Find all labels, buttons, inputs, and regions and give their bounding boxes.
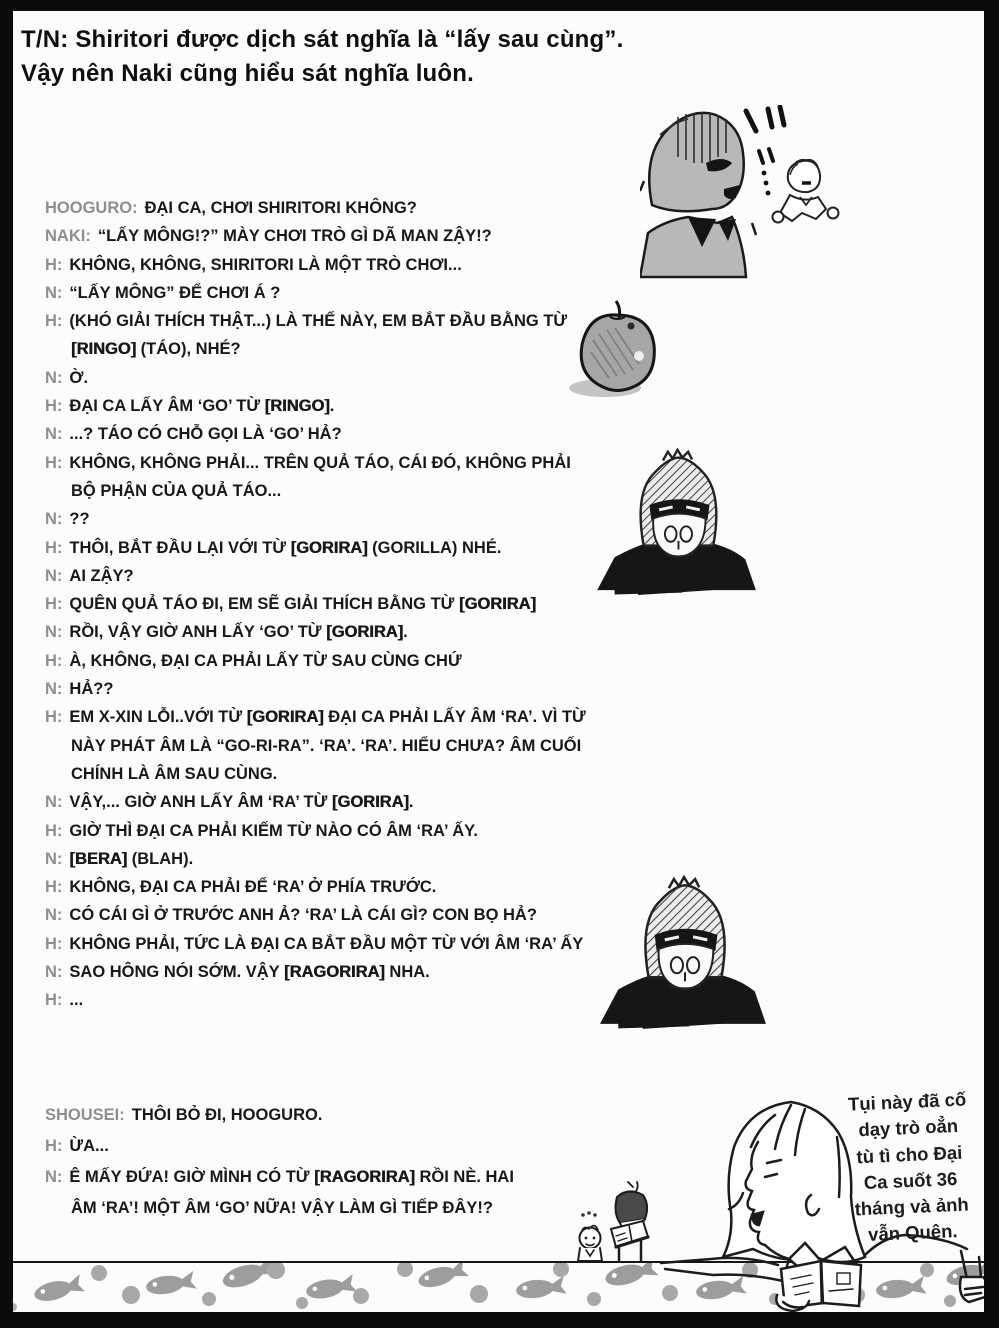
speaker-label: N: <box>45 680 63 699</box>
dialogue-line <box>45 477 586 505</box>
dialogue-line <box>45 675 586 703</box>
speaker-label: H: <box>45 821 63 840</box>
dialogue-line <box>45 703 586 731</box>
dialogue-line <box>45 194 586 222</box>
dialogue-text: KHÔNG, KHÔNG PHẢI... TRÊN QUẢ TÁO, CÁI ĐÓ, KHÔNG PHẢI <box>69 453 571 472</box>
dialogue-text: “LẤY MÔNG!?” MÀY CHƠI TRÒ GÌ DÃ MAN ZẬY!? <box>97 227 492 246</box>
speaker-label: H: <box>45 312 63 331</box>
dialogue-text: THÔI, BẮT ĐẦU LẠI VỚI TỪ [GORIRA] (GORILLA) NHÉ. <box>69 538 502 557</box>
dialogue-text: HẢ?? <box>69 680 114 699</box>
dialogue-text: CHÍNH LÀ ÂM SAU CÙNG. <box>71 764 278 783</box>
dialogue-line <box>45 647 586 675</box>
dialogue-line <box>45 392 586 420</box>
speaker-label: N: <box>45 623 63 642</box>
dialogue-line <box>45 307 586 335</box>
gorilla-sketch-icon <box>598 872 770 1029</box>
dialogue-line <box>45 222 586 250</box>
dialogue-text: “LẤY MÔNG” ĐỂ CHƠI Á ? <box>69 283 281 302</box>
speaker-label: H: <box>45 878 63 897</box>
speaker-label: H: <box>45 934 63 953</box>
dialogue-line <box>45 505 586 533</box>
speaker-label: H: <box>45 1137 63 1155</box>
dialogue-block-1 <box>45 194 586 1015</box>
dialogue-line <box>45 1193 514 1224</box>
dialogue-text: ...? TÁO CÓ CHỖ GỌI LÀ ‘GO’ HẢ? <box>69 425 342 444</box>
dialogue-text: SAO HÔNG NÓI SỚM. VẬY [RAGORIRA] NHA. <box>69 963 430 982</box>
dialogue-text: ... <box>69 991 84 1010</box>
dialogue-line <box>45 279 586 307</box>
speaker-label: H: <box>45 708 63 727</box>
dialogue-text: Ờ. <box>69 368 89 387</box>
dialogue-text: NÀY PHÁT ÂM LÀ “GO-RI-RA”. ‘RA’. ‘RA’. HIỂU CHƯA? ÂM CUỐI <box>71 736 582 755</box>
dialogue-line <box>45 845 586 873</box>
dialogue-line <box>45 817 586 845</box>
translator-note <box>21 23 623 91</box>
speaker-label: N: <box>45 1168 63 1186</box>
dialogue-text: ỪA... <box>69 1137 109 1155</box>
margin-note-line: tháng và ảnh <box>854 1193 970 1220</box>
dialogue-text: ĐẠI CA LẤY ÂM ‘GO’ TỪ [RINGO]. <box>69 397 335 416</box>
speaker-label: N: <box>45 425 63 444</box>
dialogue-line <box>45 873 586 901</box>
dialogue-text: QUÊN QUẢ TÁO ĐI, EM SẼ GIẢI THÍCH BẰNG TỪ [GORIRA] <box>69 595 536 614</box>
dialogue-text: KHÔNG PHẢI, TỨC LÀ ĐẠI CA BẮT ĐẦU MỘT TỪ VỚI ÂM ‘RA’ ẤY <box>69 934 584 953</box>
apple-sketch-icon <box>565 300 670 400</box>
dialogue-line <box>45 760 586 788</box>
translator-note-line1: T/N: Shiritori được dịch sát nghĩa là “lấy sau cùng”. <box>21 26 624 53</box>
dialogue-text: GIỜ THÌ ĐẠI CA PHẢI KIẾM TỪ NÀO CÓ ÂM ‘RA’ ẤY. <box>69 821 478 840</box>
dialogue-line <box>45 562 586 590</box>
dialogue-line <box>45 930 586 958</box>
dialogue-text: (KHÓ GIẢI THÍCH THẬT...) LÀ THẾ NÀY, EM BẮT ĐẦU BẰNG TỪ <box>69 312 568 331</box>
dialogue-line <box>45 1100 514 1131</box>
dialogue-line <box>45 364 586 392</box>
dialogue-text: AI ZẬY? <box>69 566 134 585</box>
speaker-label: H: <box>45 651 63 670</box>
dialogue-text: [RINGO] (TÁO), NHÉ? <box>71 340 241 359</box>
dialogue-line <box>45 590 586 618</box>
margin-note-line: Tụi này đã cố <box>847 1088 967 1115</box>
dialogue-line <box>45 1131 514 1162</box>
margin-note-line: vẫn Quên. <box>867 1220 958 1246</box>
speaker-label: N: <box>45 368 63 387</box>
speaker-label: NAKI: <box>45 227 91 246</box>
speaker-label: N: <box>45 510 63 529</box>
dialogue-line <box>45 901 586 929</box>
dialogue-text: ĐẠI CA, CHƠI SHIRITORI KHÔNG? <box>144 199 417 217</box>
dialogue-line <box>45 958 586 986</box>
naki-hooguro-sketch-icon <box>640 105 890 280</box>
dialogue-text: BỘ PHẬN CỦA QUẢ TÁO... <box>71 481 282 500</box>
speaker-label: N: <box>45 283 63 302</box>
dialogue-line <box>45 251 586 279</box>
speaker-label: H: <box>45 595 63 614</box>
dialogue-text: [BERA] (BLAH). <box>69 849 194 868</box>
dialogue-line <box>45 788 586 816</box>
dialogue-text: À, KHÔNG, ĐẠI CA PHẢI LẤY TỪ SAU CÙNG CHỨ <box>69 651 462 670</box>
dialogue-text: VẬY,... GIỜ ANH LẤY ÂM ‘RA’ TỪ [GORIRA]. <box>69 793 414 812</box>
margin-note-line: tù tì cho Đại <box>856 1141 963 1167</box>
speaker-label: H: <box>45 255 63 274</box>
manga-page <box>13 11 984 1312</box>
speaker-label: HOOGURO: <box>45 199 138 217</box>
speaker-label: N: <box>45 566 63 585</box>
dialogue-line <box>45 420 586 448</box>
speaker-label: H: <box>45 538 63 557</box>
dialogue-line <box>45 986 586 1014</box>
dialogue-text: KHÔNG, ĐẠI CA PHẢI ĐỂ ‘RA’ Ở PHÍA TRƯỚC. <box>69 878 437 897</box>
dialogue-text: KHÔNG, KHÔNG, SHIRITORI LÀ MỘT TRÒ CHƠI... <box>69 255 462 274</box>
translator-note-line2: Vậy nên Naki cũng hiểu sát nghĩa luôn. <box>21 60 475 87</box>
dialogue-line <box>45 449 586 477</box>
speaker-label: SHOUSEI: <box>45 1106 125 1124</box>
dialogue-block-2 <box>45 1100 514 1224</box>
dialogue-text: THÔI BỎ ĐI, HOOGURO. <box>131 1106 323 1124</box>
margin-note <box>802 1084 999 1251</box>
speaker-label: N: <box>45 963 63 982</box>
dialogue-text: Ê MẤY ĐỨA! GIỜ MÌNH CÓ TỪ [RAGORIRA] RỒI NÈ. HAI <box>69 1168 514 1186</box>
margin-note-line: Ca suốt 36 <box>863 1167 958 1193</box>
margin-note-line: dạy trò oẳn <box>857 1115 959 1141</box>
dialogue-text: CÓ CÁI GÌ Ở TRƯỚC ANH Ả? ‘RA’ LÀ CÁI GÌ? CON BỌ HẢ? <box>69 906 537 925</box>
speaker-label: N: <box>45 793 63 812</box>
dialogue-text: EM X-XIN LỖI..VỚI TỪ [GORIRA] ĐẠI CA PHẢI LẤY ÂM ‘RA’. VÌ TỪ <box>69 708 586 727</box>
dialogue-line <box>45 335 586 363</box>
dialogue-line <box>45 618 586 646</box>
speaker-label: N: <box>45 849 63 868</box>
dialogue-line <box>45 1162 514 1193</box>
dialogue-line <box>45 732 586 760</box>
dialogue-line <box>45 534 586 562</box>
speaker-label: H: <box>45 453 63 472</box>
speaker-label: N: <box>45 906 63 925</box>
dialogue-text: ÂM ‘RA’! MỘT ÂM ‘GO’ NỮA! VẬY LÀM GÌ TIẾP ĐÂY!? <box>71 1199 493 1217</box>
dialogue-text: ?? <box>69 510 90 529</box>
gorilla-sketch-icon <box>595 445 760 595</box>
dialogue-text: RỒI, VẬY GIỜ ANH LẤY ‘GO’ TỪ [GORIRA]. <box>69 623 408 642</box>
speaker-label: H: <box>45 991 63 1010</box>
speaker-label: H: <box>45 397 63 416</box>
